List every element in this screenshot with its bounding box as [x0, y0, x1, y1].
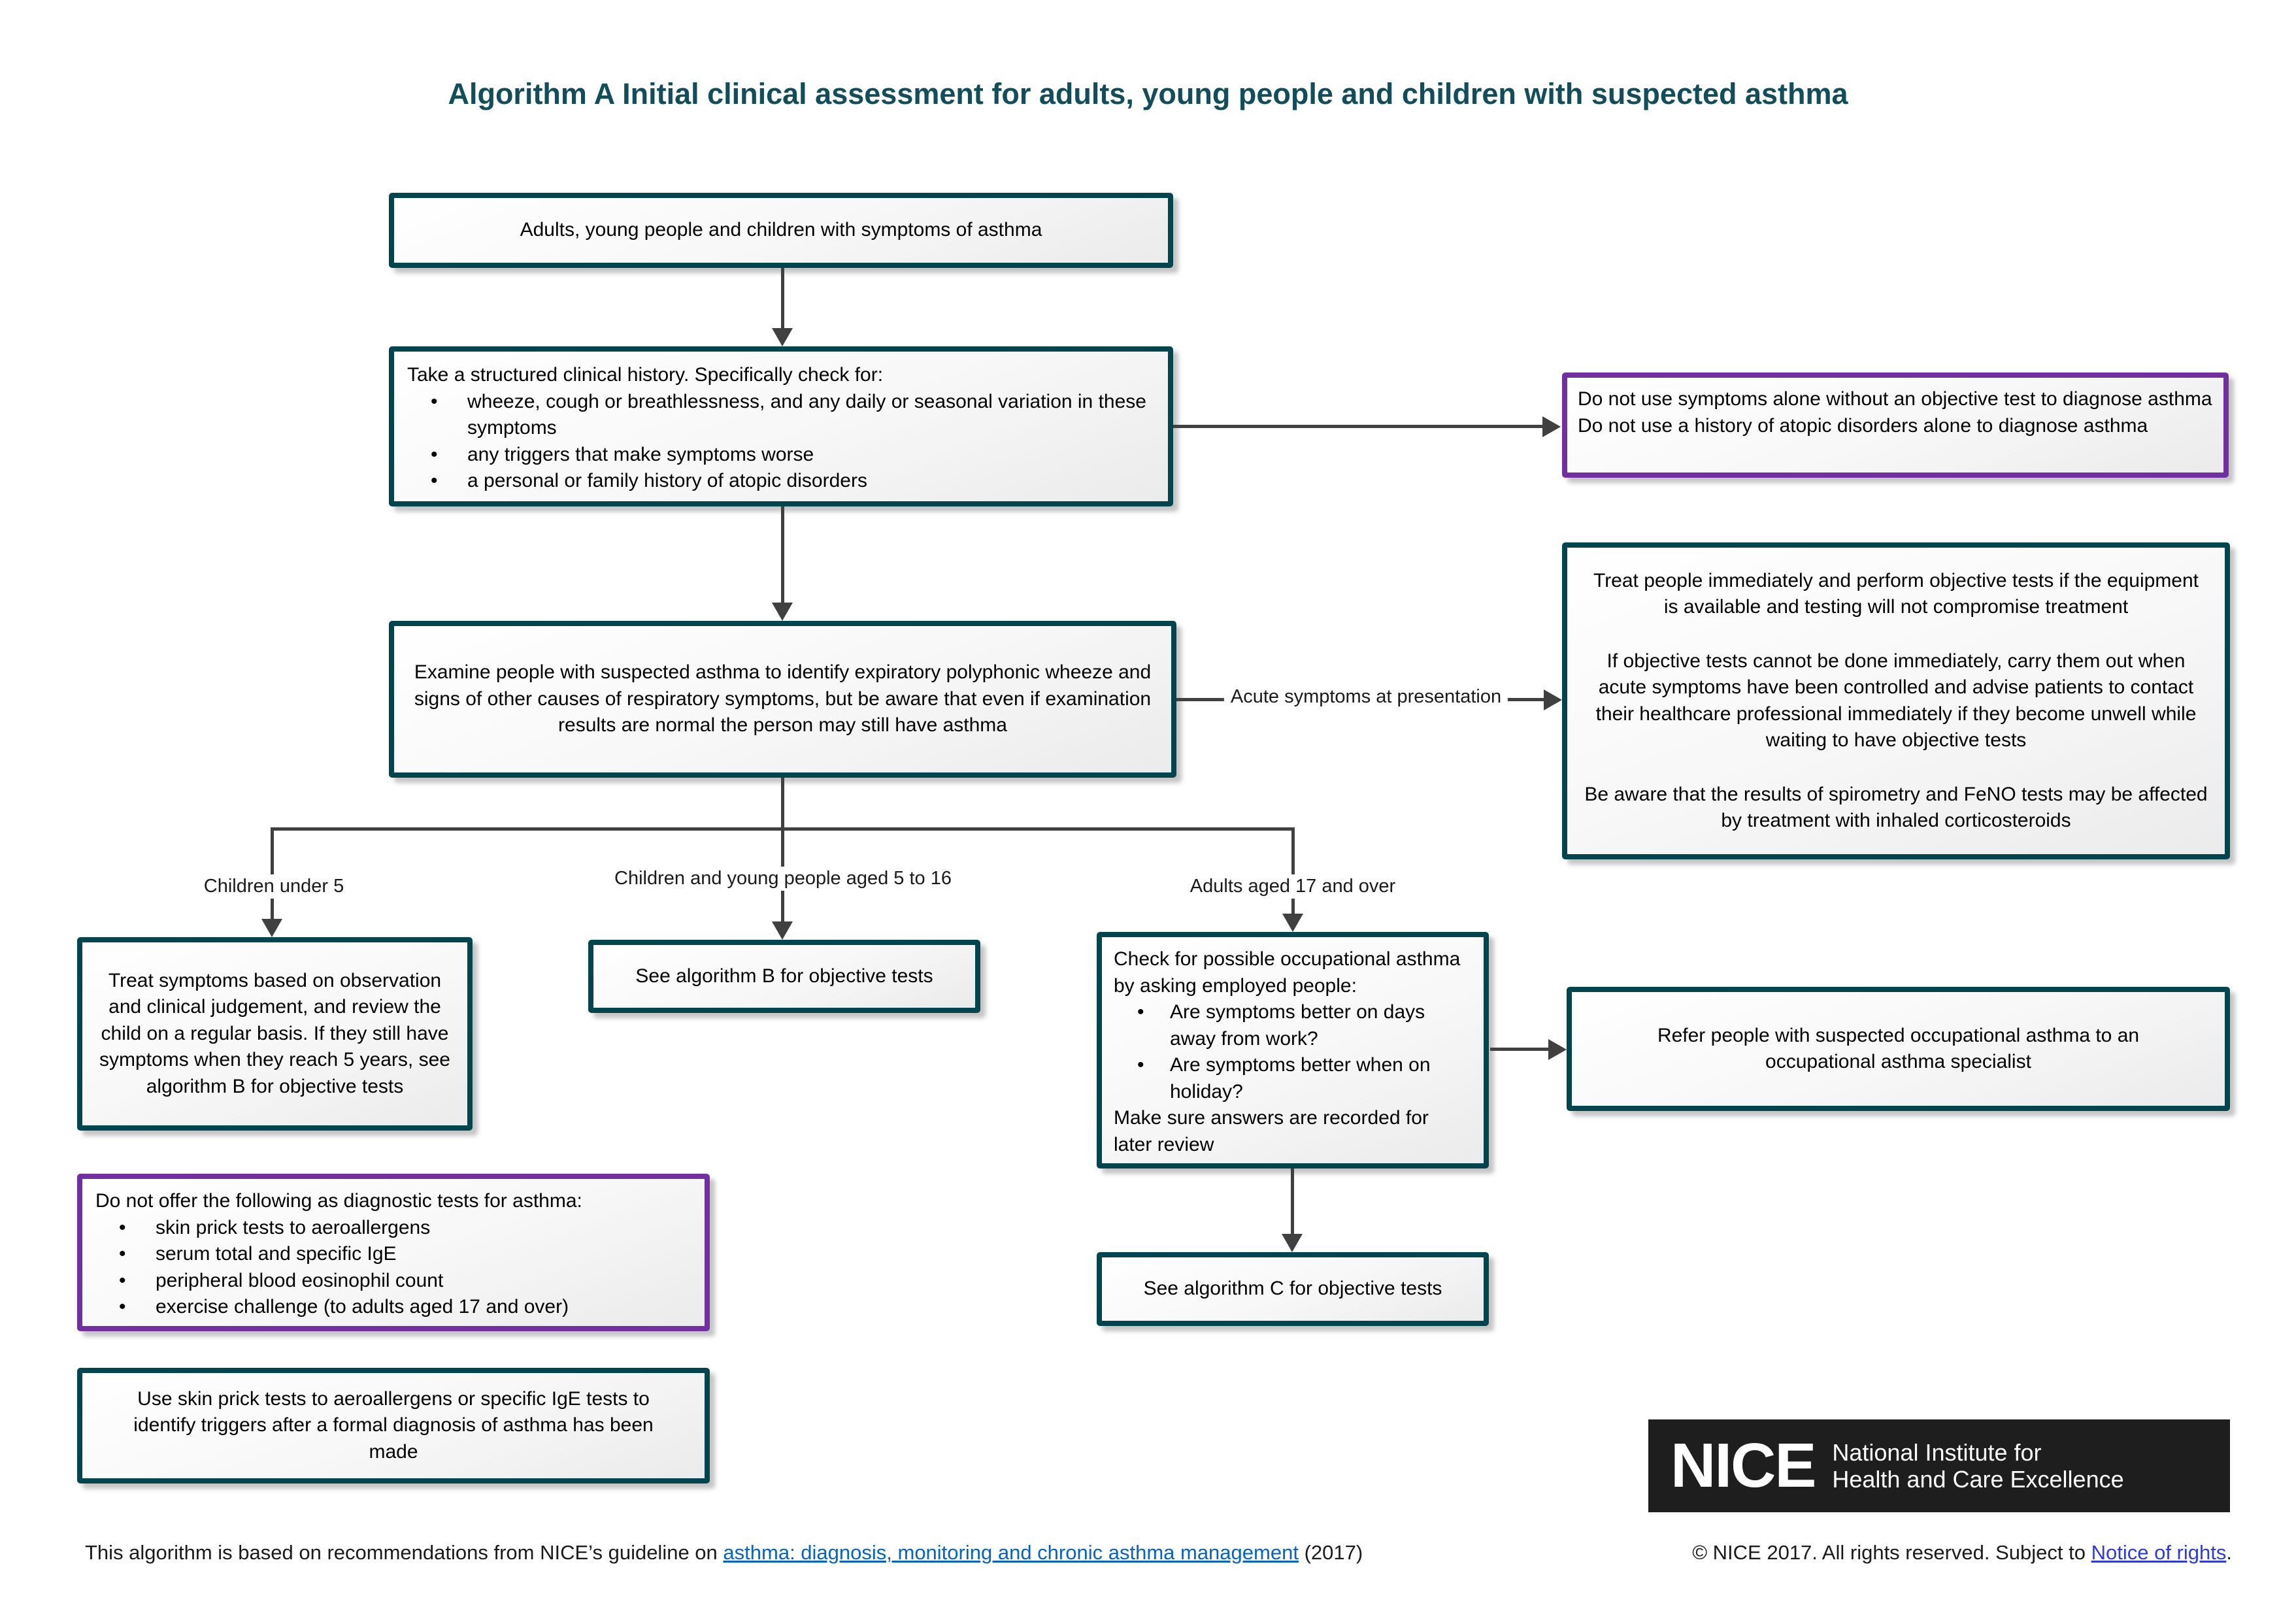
- branch-label-adults: Adults aged 17 and over: [1184, 874, 1402, 899]
- node-refer-text: Refer people with suspected occupational asthma to an occupational asthma specialist: [1657, 1024, 2140, 1072]
- connector-examine-to-branch: [781, 778, 784, 829]
- node-examine: [389, 621, 1176, 778]
- footer-attribution-suffix: (2017): [1298, 1541, 1363, 1564]
- connector-branch-adults: [1291, 827, 1295, 914]
- node-algorithm-c-text: See algorithm C for objective tests: [1143, 1278, 1442, 1300]
- arrow-down-icon: [772, 603, 793, 621]
- branch-label-under5: Children under 5: [197, 874, 350, 899]
- node-algorithm-b: [588, 940, 980, 1013]
- node-do-not-use-line: Do not use a history of atopic disorders alone to diagnose asthma: [1578, 414, 2148, 437]
- edge-label-acute-symptoms: Acute symptoms at presentation: [1224, 685, 1508, 709]
- arrow-down-icon: [1282, 914, 1303, 932]
- footer-copyright-suffix: .: [2226, 1541, 2232, 1564]
- footer-copyright-prefix: © NICE 2017. All rights reserved. Subject to: [1692, 1541, 2091, 1564]
- notice-of-rights-link[interactable]: Notice of rights: [2091, 1541, 2227, 1564]
- node-algorithm-b-text: See algorithm B for objective tests: [635, 965, 933, 987]
- node-occupational-note: Make sure answers are recorded for later review: [1114, 1107, 1429, 1155]
- arrow-down-icon: [1282, 1234, 1303, 1252]
- node-occupational-bullet: • Are symptoms better when on holiday?: [1114, 1052, 1472, 1105]
- node-history: [389, 346, 1173, 506]
- node-under5-text: Treat symptoms based on observation and clinical judgement, and review the child on a regular basis. If they still have symptoms when they reach 5 years, see algorithm B for objective tests: [99, 969, 450, 1097]
- arrow-down-icon: [261, 919, 282, 937]
- node-do-not-offer-heading: Do not offer the following as diagnostic tests for asthma:: [95, 1190, 582, 1212]
- connector-occupational-to-refer: [1490, 1048, 1550, 1051]
- page-title: Algorithm A Initial clinical assessment for adults, young people and children with suspected asthma: [448, 77, 1848, 110]
- node-skin-prick: [77, 1368, 710, 1483]
- node-under5: [77, 937, 473, 1131]
- connector-start-to-history: [781, 268, 784, 329]
- node-do-not-offer-bullet: • serum total and specific IgE: [95, 1241, 691, 1268]
- footer-attribution-prefix: This algorithm is based on recommendations from NICE’s guideline on: [85, 1541, 724, 1564]
- nice-logo-line2: Health and Care Excellence: [1832, 1466, 2124, 1493]
- footer-attribution: [85, 1541, 1363, 1565]
- node-occupational: [1097, 932, 1489, 1168]
- arrow-down-icon: [772, 328, 793, 346]
- node-treat-paragraph: Be aware that the results of spirometry and FeNO tests may be affected by treatment with inhaled corticosteroids: [1584, 783, 2208, 831]
- node-start: [389, 193, 1173, 268]
- nice-logo-text: [1832, 1439, 2123, 1493]
- connector-occupational-to-algorithm-c: [1291, 1168, 1294, 1235]
- node-do-not-use: [1562, 373, 2229, 478]
- nice-logo-line1: National Institute for: [1832, 1438, 2042, 1466]
- node-occupational-bullet: • Are symptoms better on days away from work?: [1114, 999, 1472, 1052]
- node-history-heading: Take a structured clinical history. Specifically check for:: [407, 364, 884, 386]
- arrow-right-icon: [1548, 1039, 1567, 1060]
- node-treat-immediately: [1562, 542, 2230, 859]
- arrow-right-icon: [1542, 416, 1561, 437]
- node-skin-prick-text: Use skin prick tests to aeroallergens or specific IgE tests to identify triggers after a formal diagnosis of asthma has been made: [133, 1387, 654, 1463]
- node-treat-paragraph: Treat people immediately and perform objective tests if the equipment is available and testing will not compromise treatment: [1593, 569, 2199, 618]
- connector-history-to-do-not-use: [1173, 425, 1542, 428]
- connector-history-to-examine: [781, 506, 784, 603]
- node-do-not-offer-bullet: • skin prick tests to aeroallergens: [95, 1215, 691, 1242]
- node-treat-paragraph: If objective tests cannot be done immediately, carry them out when acute symptoms have been controlled and advise patients to contact their healthcare professional immediately if they become unwell while waiting to have objective tests: [1595, 650, 2197, 751]
- node-examine-text: Examine people with suspected asthma to identify expiratory polyphonic wheeze and signs of other causes of respiratory symptoms, but be aware that even if examination results are normal the person may still have asthma: [414, 661, 1152, 737]
- node-do-not-offer-bullet: • peripheral blood eosinophil count: [95, 1268, 691, 1295]
- arrow-right-icon: [1544, 689, 1562, 710]
- node-start-text: Adults, young people and children with symptoms of asthma: [520, 219, 1042, 241]
- footer-copyright: [1631, 1541, 2232, 1565]
- nice-logo-acronym: NICE: [1671, 1431, 1816, 1500]
- node-refer: [1567, 987, 2230, 1111]
- node-algorithm-c: [1097, 1252, 1489, 1326]
- node-history-bullet: • any triggers that make symptoms worse: [407, 442, 1155, 469]
- nice-logo: [1648, 1419, 2230, 1512]
- node-do-not-offer: [77, 1174, 710, 1331]
- node-history-bullet: • wheeze, cough or breathlessness, and any daily or seasonal variation in these symptoms: [407, 389, 1155, 442]
- connector-branch-under5: [271, 827, 274, 919]
- arrow-down-icon: [772, 921, 793, 940]
- branch-label-5to16: Children and young people aged 5 to 16: [608, 867, 958, 891]
- node-do-not-offer-bullet: • exercise challenge (to adults aged 17 and over): [95, 1294, 691, 1321]
- node-do-not-use-line: Do not use symptoms alone without an objective test to diagnose asthma: [1578, 388, 2212, 410]
- node-occupational-heading: Check for possible occupational asthma by asking employed people:: [1114, 948, 1461, 997]
- node-history-bullet: • a personal or family history of atopic disorders: [407, 468, 1155, 495]
- guideline-link[interactable]: asthma: diagnosis, monitoring and chronic asthma management: [723, 1541, 1299, 1564]
